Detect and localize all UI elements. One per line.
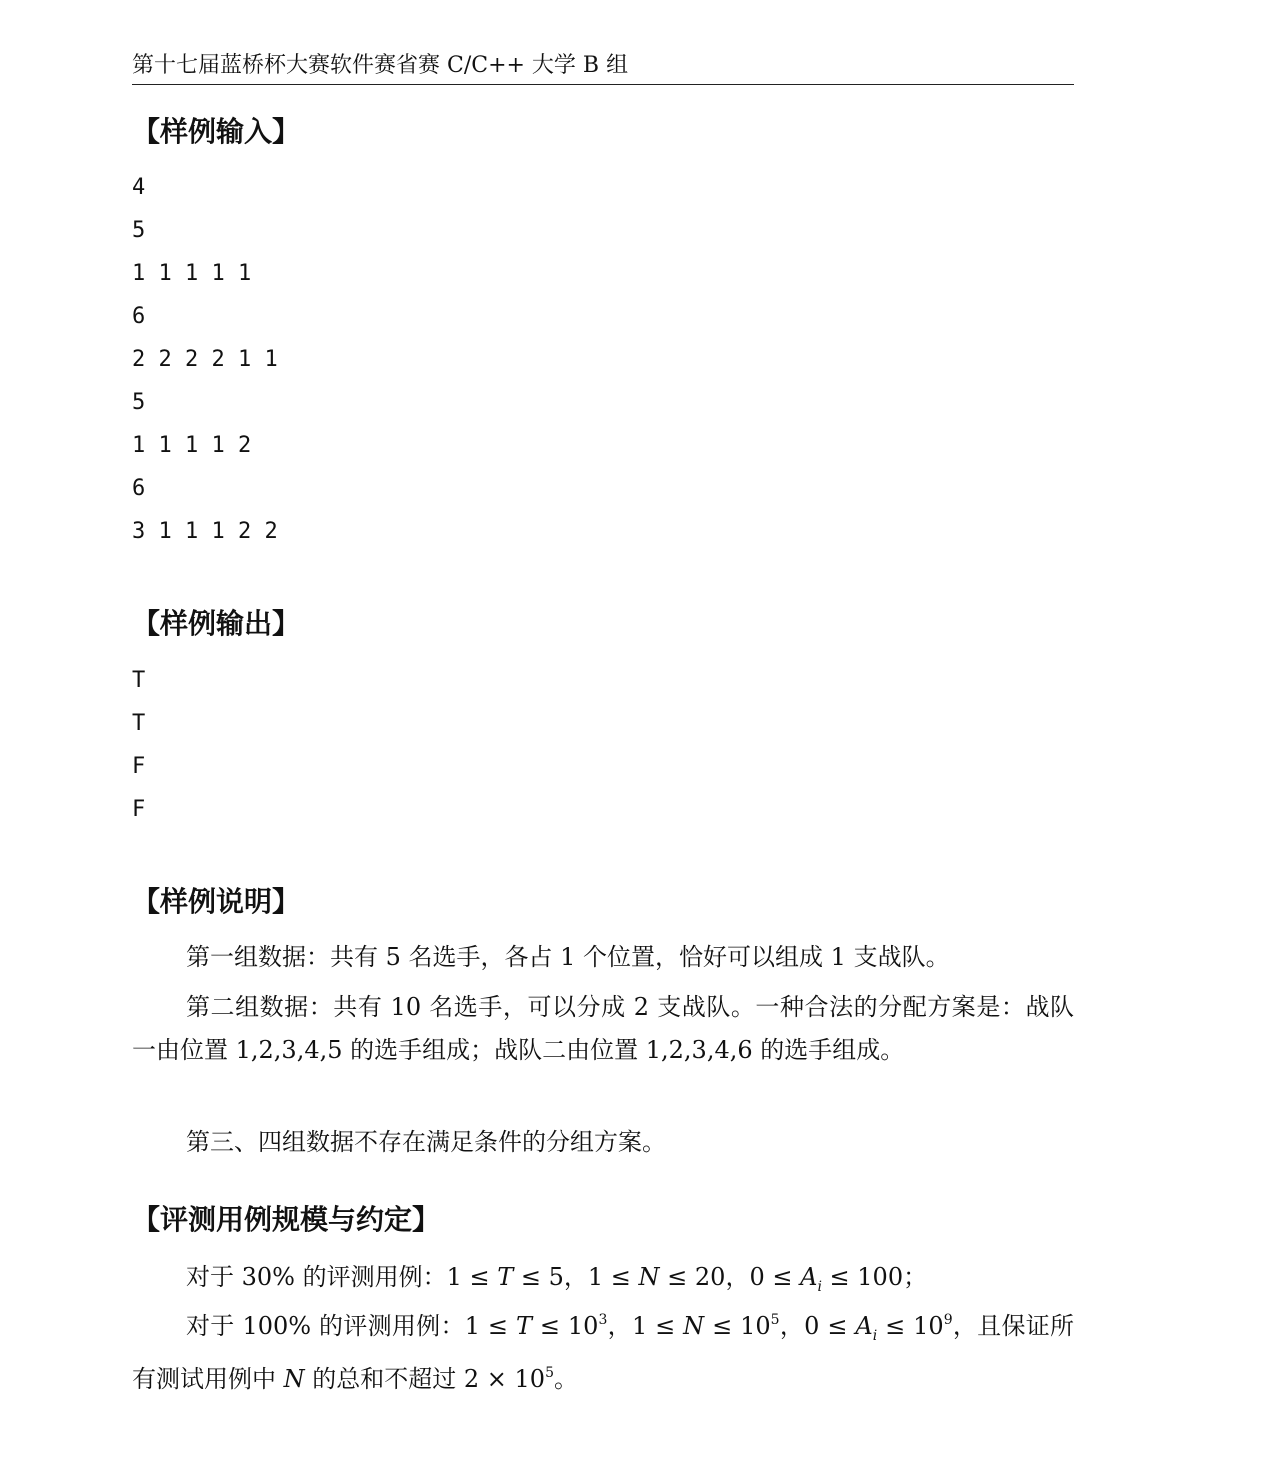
explanation-paragraph-3: 第三、四组数据不存在满足条件的分组方案。 bbox=[186, 1128, 666, 1156]
constraint-100-percent bbox=[132, 1305, 1074, 1401]
math-superscript: 9 bbox=[943, 1312, 953, 1328]
constraints-heading: 【评测用例规模与约定】 bbox=[132, 1203, 441, 1236]
constraint-text: 。 bbox=[554, 1364, 578, 1393]
math-var-t: T bbox=[515, 1312, 532, 1340]
sample-input-line: 6 bbox=[132, 476, 146, 501]
math-var-a: A bbox=[855, 1312, 873, 1340]
header-divider bbox=[132, 84, 1074, 85]
constraint-text: ≤ 20，0 ≤ bbox=[659, 1263, 801, 1291]
math-var-a: A bbox=[800, 1263, 818, 1291]
sample-input-line: 4 bbox=[132, 175, 146, 200]
running-header: 第十七届蓝桥杯大赛软件赛省赛 C/C++ 大学 B 组 bbox=[132, 53, 629, 78]
constraint-text: 对于 100% 的评测用例：1 ≤ bbox=[186, 1312, 516, 1340]
sample-input-line: 1 1 1 1 1 bbox=[132, 261, 252, 286]
sample-input-heading: 【样例输入】 bbox=[132, 115, 301, 148]
constraint-text: ，1 ≤ bbox=[607, 1312, 684, 1340]
constraint-text: 的总和不超过 2 × 10 bbox=[304, 1364, 546, 1393]
math-var-t: T bbox=[497, 1263, 514, 1291]
math-var-n: N bbox=[683, 1312, 705, 1340]
sample-output-line: F bbox=[132, 797, 146, 822]
sample-output-heading: 【样例输出】 bbox=[132, 607, 301, 640]
math-superscript: 5 bbox=[770, 1312, 780, 1328]
constraint-text: 对于 30% 的评测用例：1 ≤ bbox=[186, 1263, 498, 1291]
explanation-paragraph-1: 第一组数据：共有 5 名选手，各占 1 个位置，恰好可以组成 1 支战队。 bbox=[186, 943, 950, 971]
constraint-text: ≤ 10 bbox=[704, 1312, 771, 1340]
constraint-text: ≤ 5，1 ≤ bbox=[513, 1263, 639, 1291]
math-subscript: i bbox=[872, 1327, 878, 1344]
math-var-n: N bbox=[638, 1263, 660, 1291]
sample-output-line: F bbox=[132, 754, 146, 779]
math-superscript: 5 bbox=[545, 1364, 554, 1381]
constraint-text: ≤ 10 bbox=[877, 1312, 944, 1340]
constraint-text: ≤ 100； bbox=[821, 1263, 928, 1291]
sample-input-line: 5 bbox=[132, 390, 146, 415]
explanation-paragraph-2: 第二组数据：共有 10 名选手，可以分成 2 支战队。一种合法的分配方案是：战队一由位置 1,2,3,4,5 的选手组成；战队二由位置 1,2,3,4,6 的选手组成。 bbox=[132, 993, 1074, 1064]
sample-output-line: T bbox=[132, 668, 146, 693]
constraint-text: ，0 ≤ bbox=[779, 1312, 856, 1340]
sample-input-block bbox=[132, 173, 278, 560]
sample-output-line: T bbox=[132, 711, 146, 736]
sample-output-block bbox=[132, 666, 145, 838]
explanation-heading: 【样例说明】 bbox=[132, 885, 301, 918]
constraint-30-percent bbox=[132, 1256, 1074, 1309]
math-var-n: N bbox=[283, 1364, 305, 1393]
sample-input-line: 5 bbox=[132, 218, 146, 243]
sample-input-line: 6 bbox=[132, 304, 146, 329]
sample-input-line: 2 2 2 2 1 1 bbox=[132, 347, 278, 372]
math-subscript: i bbox=[817, 1278, 822, 1295]
math-superscript: 3 bbox=[598, 1312, 608, 1328]
sample-input-line: 1 1 1 1 2 bbox=[132, 433, 252, 458]
constraint-text: ，且保证所有测试用例中 bbox=[132, 1312, 1075, 1393]
constraint-text: ≤ 10 bbox=[531, 1312, 599, 1340]
sample-input-line: 3 1 1 1 2 2 bbox=[132, 519, 278, 544]
